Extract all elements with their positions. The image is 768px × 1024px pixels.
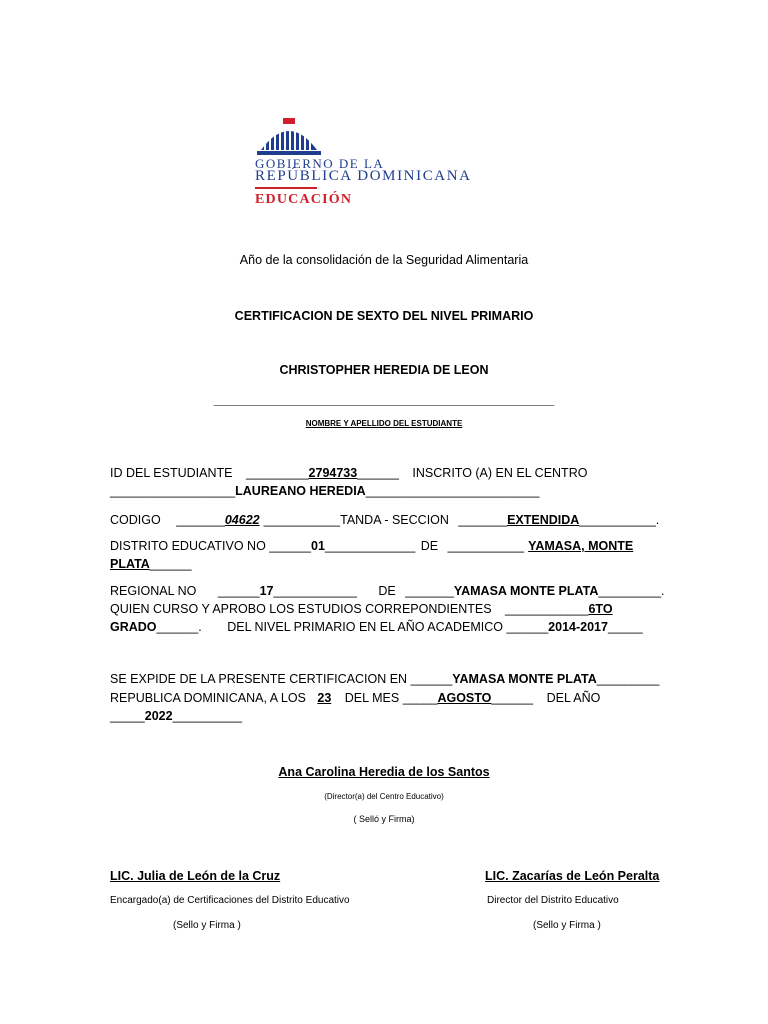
row-issued: SE EXPIDE DE LA PRESENTE CERTIFICACION EN ______YAMASA MONTE PLATA_________	[110, 672, 660, 686]
center-name-value: LAUREANO HEREDIA	[235, 484, 366, 498]
row-year: _____2022__________	[110, 709, 243, 723]
left-signatory-role: Encargado(a) de Certificaciones del Distrito Educativo	[110, 895, 350, 906]
row-district-cont: PLATA______	[110, 557, 192, 571]
logo-line-gobierno: GOBIERNO DE LA	[255, 156, 385, 171]
tanda-label: TANDA - SECCION	[340, 513, 449, 527]
right-signatory-seal: (Sello y Firma )	[533, 920, 601, 931]
day-value: 23	[317, 691, 332, 705]
right-signatory-role: Director del Distrito Educativo	[487, 895, 619, 906]
row-regional: REGIONAL NO ______17____________ DE _______YAMASA MONTE PLATA_________.	[110, 584, 665, 598]
director-role: (Director(a) del Centro Educativo)	[324, 792, 444, 801]
regional-place: YAMASA MONTE PLATA	[453, 584, 599, 598]
row-center-name: __________________LAUREANO HEREDIA_________________________	[110, 484, 540, 498]
grade-value: 6TO	[588, 602, 613, 616]
enrolled-label: INSCRITO (A) EN EL CENTRO	[412, 466, 588, 480]
grade-value-cont: GRADO	[110, 620, 157, 634]
student-id-label: ID DEL ESTUDIANTE	[110, 466, 233, 480]
left-signatory-name: LIC. Julia de León de la Cruz	[110, 869, 281, 883]
logo-line-educacion: EDUCACIÓN	[255, 192, 353, 207]
republic-text: REPUBLICA DOMINICANA, A LOS	[110, 691, 306, 705]
issued-text: SE EXPIDE DE LA PRESENTE CERTIFICACION EN	[110, 672, 408, 686]
certificate-title: CERTIFICACION DE SEXTO DEL NIVEL PRIMARIO	[234, 309, 534, 323]
row-academic-year: GRADO______. DEL NIVEL PRIMARIO EN EL AÑO ACADEMICO ______2014-2017_____	[110, 620, 643, 634]
row-code: CODIGO _______04622 ___________TANDA - SECCION _______EXTENDIDA___________.	[110, 513, 660, 527]
row-district: DISTRITO EDUCATIVO NO ______01_____________ DE ___________ YAMASA, MONTE	[110, 539, 634, 553]
tanda-value: EXTENDIDA	[507, 513, 580, 527]
regional-number: 17	[259, 584, 274, 598]
district-label: DISTRITO EDUCATIVO NO	[110, 539, 266, 553]
academic-year-value: 2014-2017	[548, 620, 608, 634]
district-place-cont: PLATA	[110, 557, 150, 571]
code-value: 04622	[224, 513, 260, 527]
month-value: AGOSTO	[437, 691, 492, 705]
student-name-caption: NOMBRE Y APELLIDO DEL ESTUDIANTE	[305, 419, 463, 428]
logo-line-republica: REPÚBLICA DOMINICANA	[255, 168, 472, 184]
director-name: Ana Carolina Heredia de los Santos	[278, 765, 490, 779]
left-signatory-seal: (Sello y Firma )	[173, 920, 241, 931]
director-seal: ( Selló y Firma)	[353, 814, 415, 824]
code-label: CODIGO	[110, 513, 161, 527]
row-date: REPUBLICA DOMINICANA, A LOS 23 DEL MES _____AGOSTO______ DEL AÑO	[110, 691, 601, 705]
year-value: 2022	[144, 709, 173, 723]
logo-red-bar	[255, 187, 317, 189]
student-name: CHRISTOPHER HEREDIA DE LEON	[279, 363, 489, 377]
district-place: YAMASA, MONTE	[528, 539, 634, 553]
student-name-line: _________________________________________________	[213, 393, 555, 407]
row-student-id: ID DEL ESTUDIANTE _________2794733______ INSCRITO (A) EN EL CENTRO	[110, 466, 588, 480]
ministry-logo	[255, 118, 525, 210]
district-number: 01	[311, 539, 325, 553]
academic-year-text: DEL NIVEL PRIMARIO EN EL AÑO ACADEMICO	[227, 620, 503, 634]
regional-label: REGIONAL NO	[110, 584, 197, 598]
issued-place: YAMASA MONTE PLATA	[452, 672, 597, 686]
dome-emblem-icon	[257, 118, 321, 156]
year-motto: Año de la consolidación de la Seguridad Alimentaria	[239, 253, 529, 267]
student-id-value: 2794733	[308, 466, 358, 480]
row-studies: QUIEN CURSO Y APROBO LOS ESTUDIOS CORREPONDIENTES ____________6TO	[110, 602, 613, 616]
studies-text: QUIEN CURSO Y APROBO LOS ESTUDIOS CORREPONDIENTES	[110, 602, 492, 616]
right-signatory-name: LIC. Zacarías de León Peralta	[485, 869, 660, 883]
